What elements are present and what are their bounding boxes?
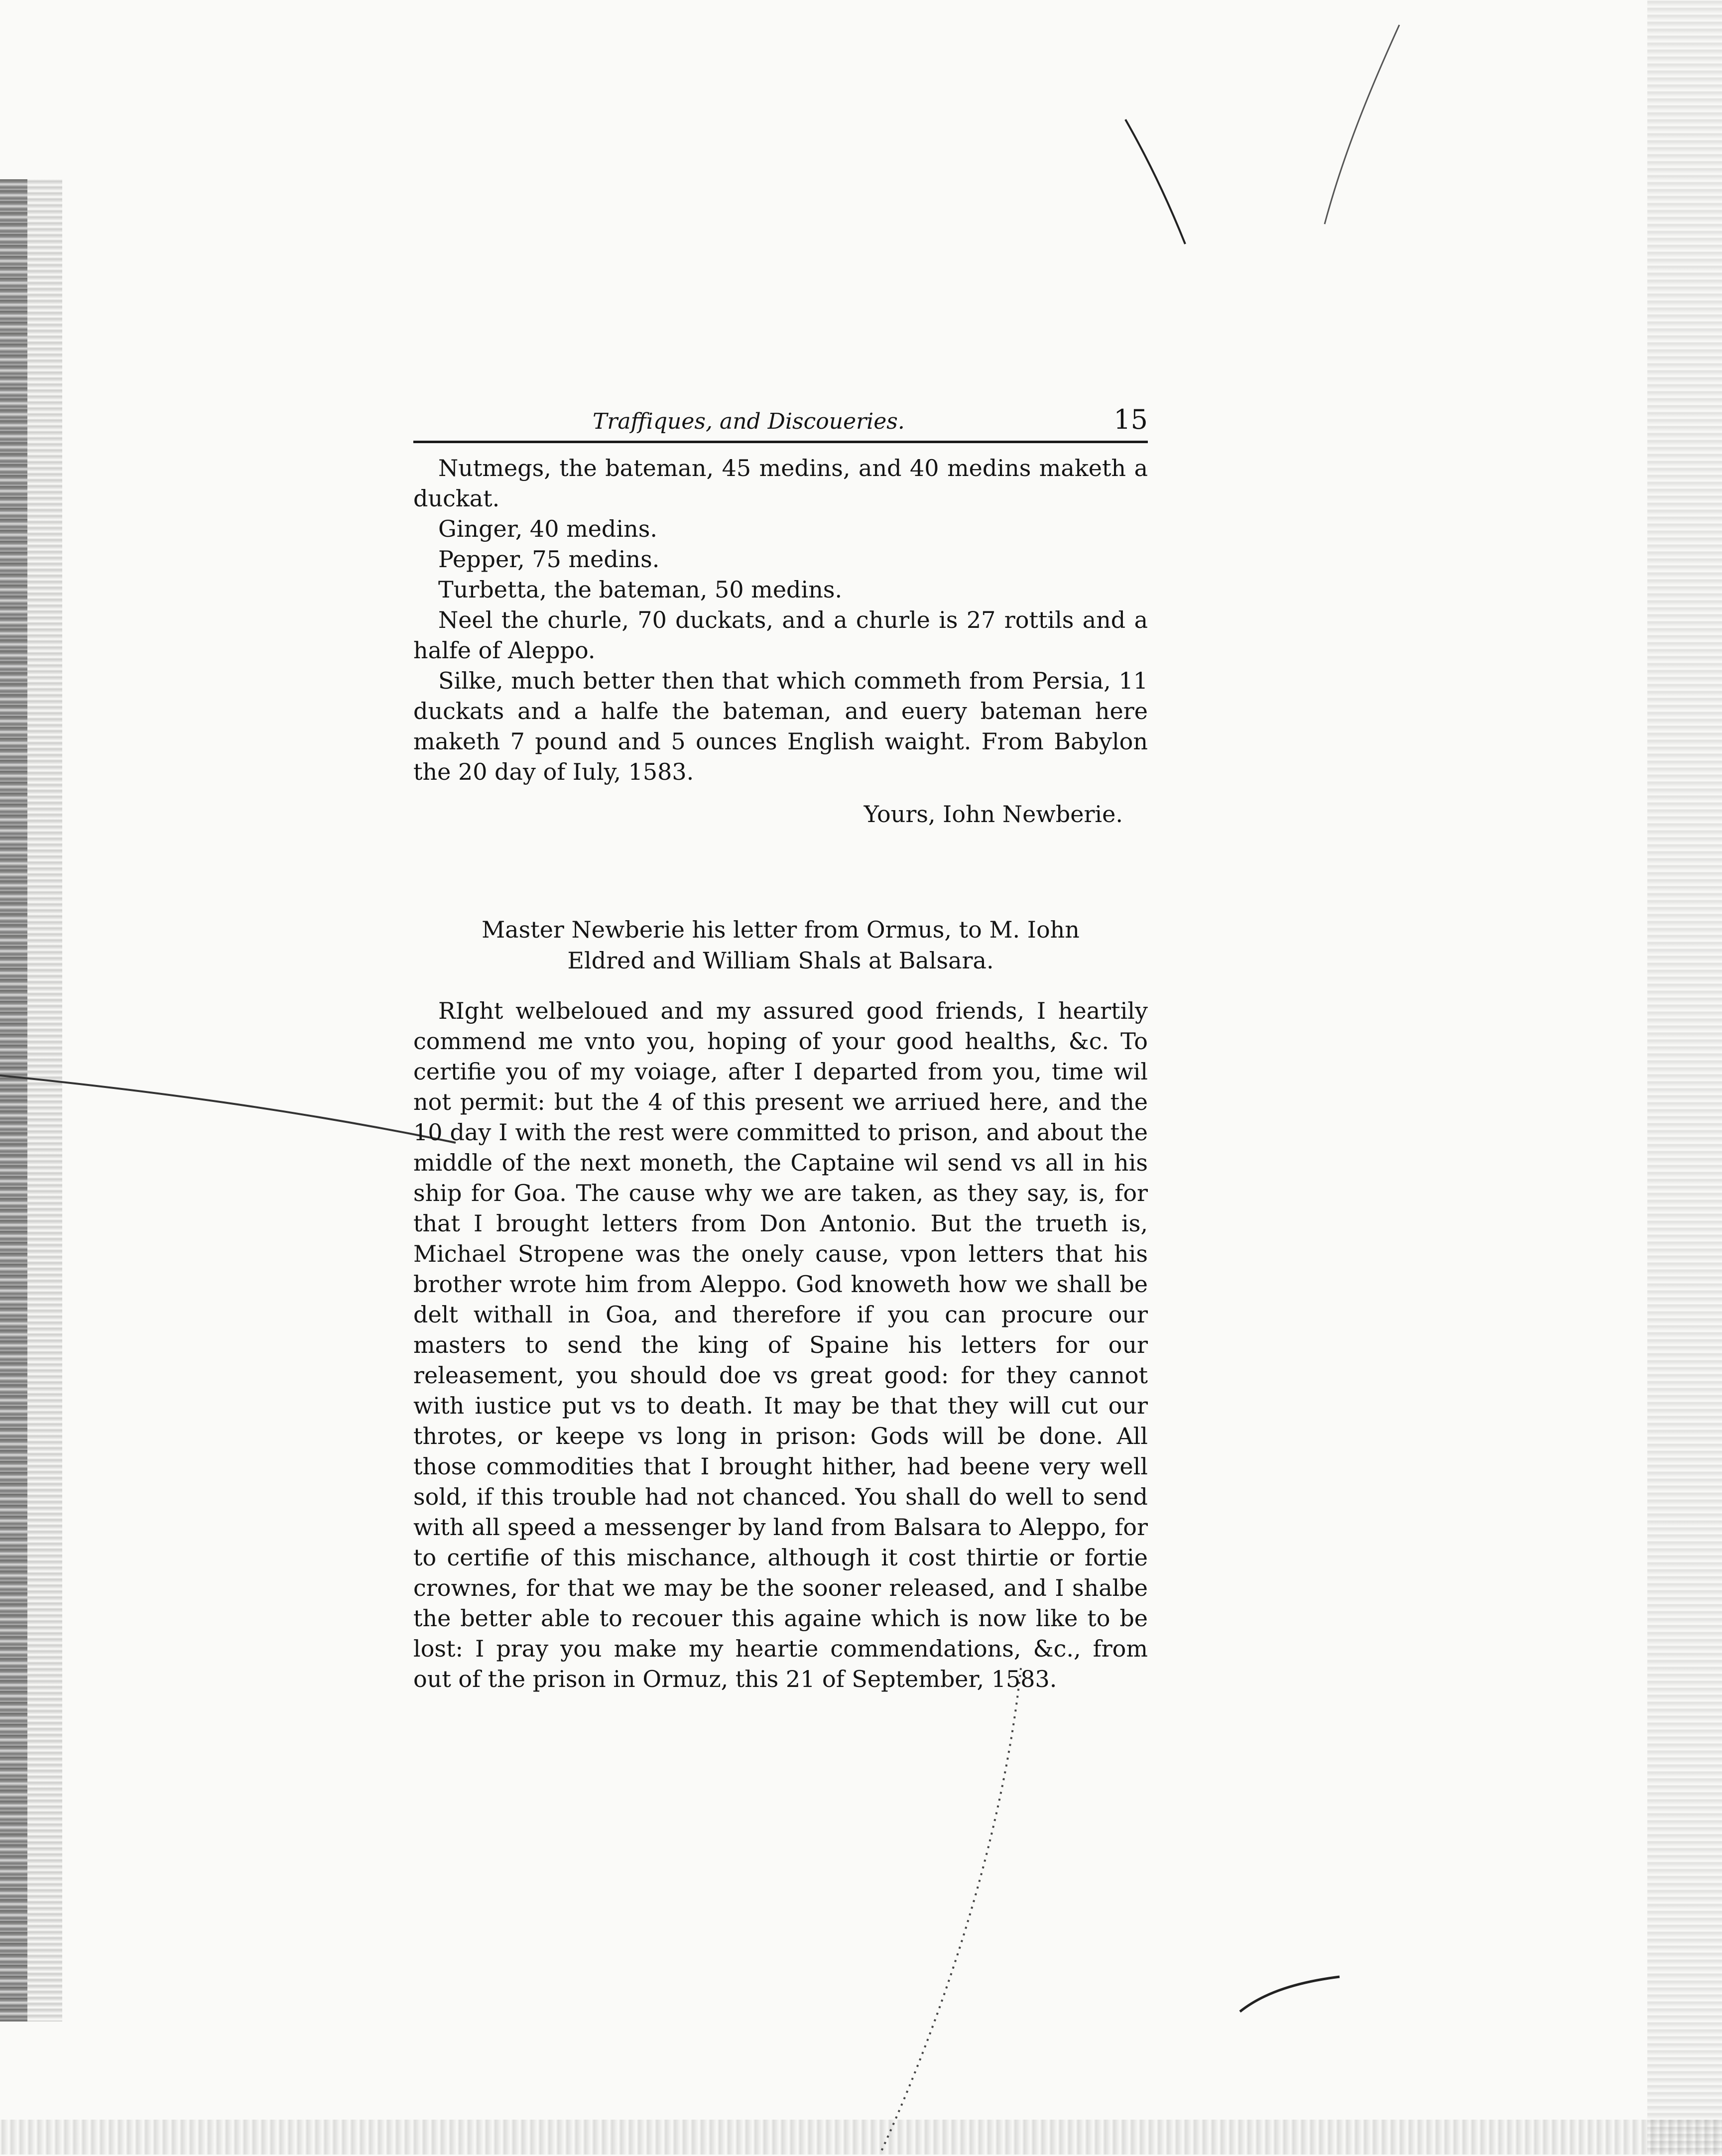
running-head xyxy=(413,401,1148,443)
letter-heading-line-1: Master Newberie his letter from Ormus, to M. Iohn xyxy=(482,916,1080,943)
scan-noise-bottom xyxy=(0,2120,1722,2155)
letter-heading-line-2: Eldred and William Shals at Balsara. xyxy=(567,947,994,974)
price-entry-turbetta: Turbetta, the bateman, 50 medins. xyxy=(438,576,843,603)
scan-noise-right xyxy=(1647,0,1722,2155)
letter-body: RIght welbeloued and my assured good friends, I heartily commend me vnto you, hoping of your good healths, &c. To certifie you of my voiage, after I departed from you, time wil not permit: but the 4 of this present we arriued here, and the 10 day I with the rest were committed to prison, and about the middle of the next moneth, the Captaine wil send vs all in his ship for Goa. The cause why we are taken, as they say, is, for that I brought letters from Don Antonio. But the trueth is, Michael Stropene was the onely cause, vpon letters that his brother wrote him from Aleppo. God knoweth how we shall be delt withall in Goa, and therefore if you can procure our masters to send the king of Spaine his letters for our releasement, you should doe vs great good: for they cannot with iustice put vs to death. It may be that they will cut our throtes, or keepe vs long in prison: Gods will be done. All those commodities that I brought hither, had beene very well sold, if this trouble had not chanced. You shall do well to send with all speed a messenger by land from Balsara to Aleppo, for to certifie of this mischance, although it cost thirtie or fortie crownes, for that we may be the sooner released, and I shalbe the better able to recouer this againe which is now like to be lost: I pray you make my heartie commendations, &c., from out of the prison in Ormuz, this 21 of September, 1583. xyxy=(413,997,1148,1692)
page-number: 15 xyxy=(1113,404,1148,435)
pen-stroke-bottom-right xyxy=(1235,1972,1345,2017)
pen-stroke-left xyxy=(0,1071,458,1150)
signature: Yours, Iohn Newberie. xyxy=(863,801,1123,828)
price-entry-nutmegs: Nutmegs, the bateman, 45 medins, and 40 medins maketh a duckat. xyxy=(413,455,1148,512)
letter-heading xyxy=(413,914,1148,976)
price-entry-ginger: Ginger, 40 medins. xyxy=(438,515,657,542)
page-content xyxy=(413,401,1148,1694)
running-title: Traffiques, and Discoueries. xyxy=(593,409,905,434)
price-entry-neel: Neel the churle, 70 duckats, and a churle is 27 rottils and a halfe of Aleppo. xyxy=(413,606,1148,664)
pen-stroke-top xyxy=(1120,115,1190,249)
pen-stroke-top-right xyxy=(1315,20,1404,229)
price-entry-pepper: Pepper, 75 medins. xyxy=(438,546,660,573)
price-entry-silke: Silke, much better then that which commeth from Persia, 11 duckats and a halfe the bateman, and euery bateman here maketh 7 pound and 5 ounces English waight. From Babylon the 20 day of Iuly, 1583. xyxy=(413,667,1148,785)
dotted-stroke xyxy=(876,1663,1026,2156)
